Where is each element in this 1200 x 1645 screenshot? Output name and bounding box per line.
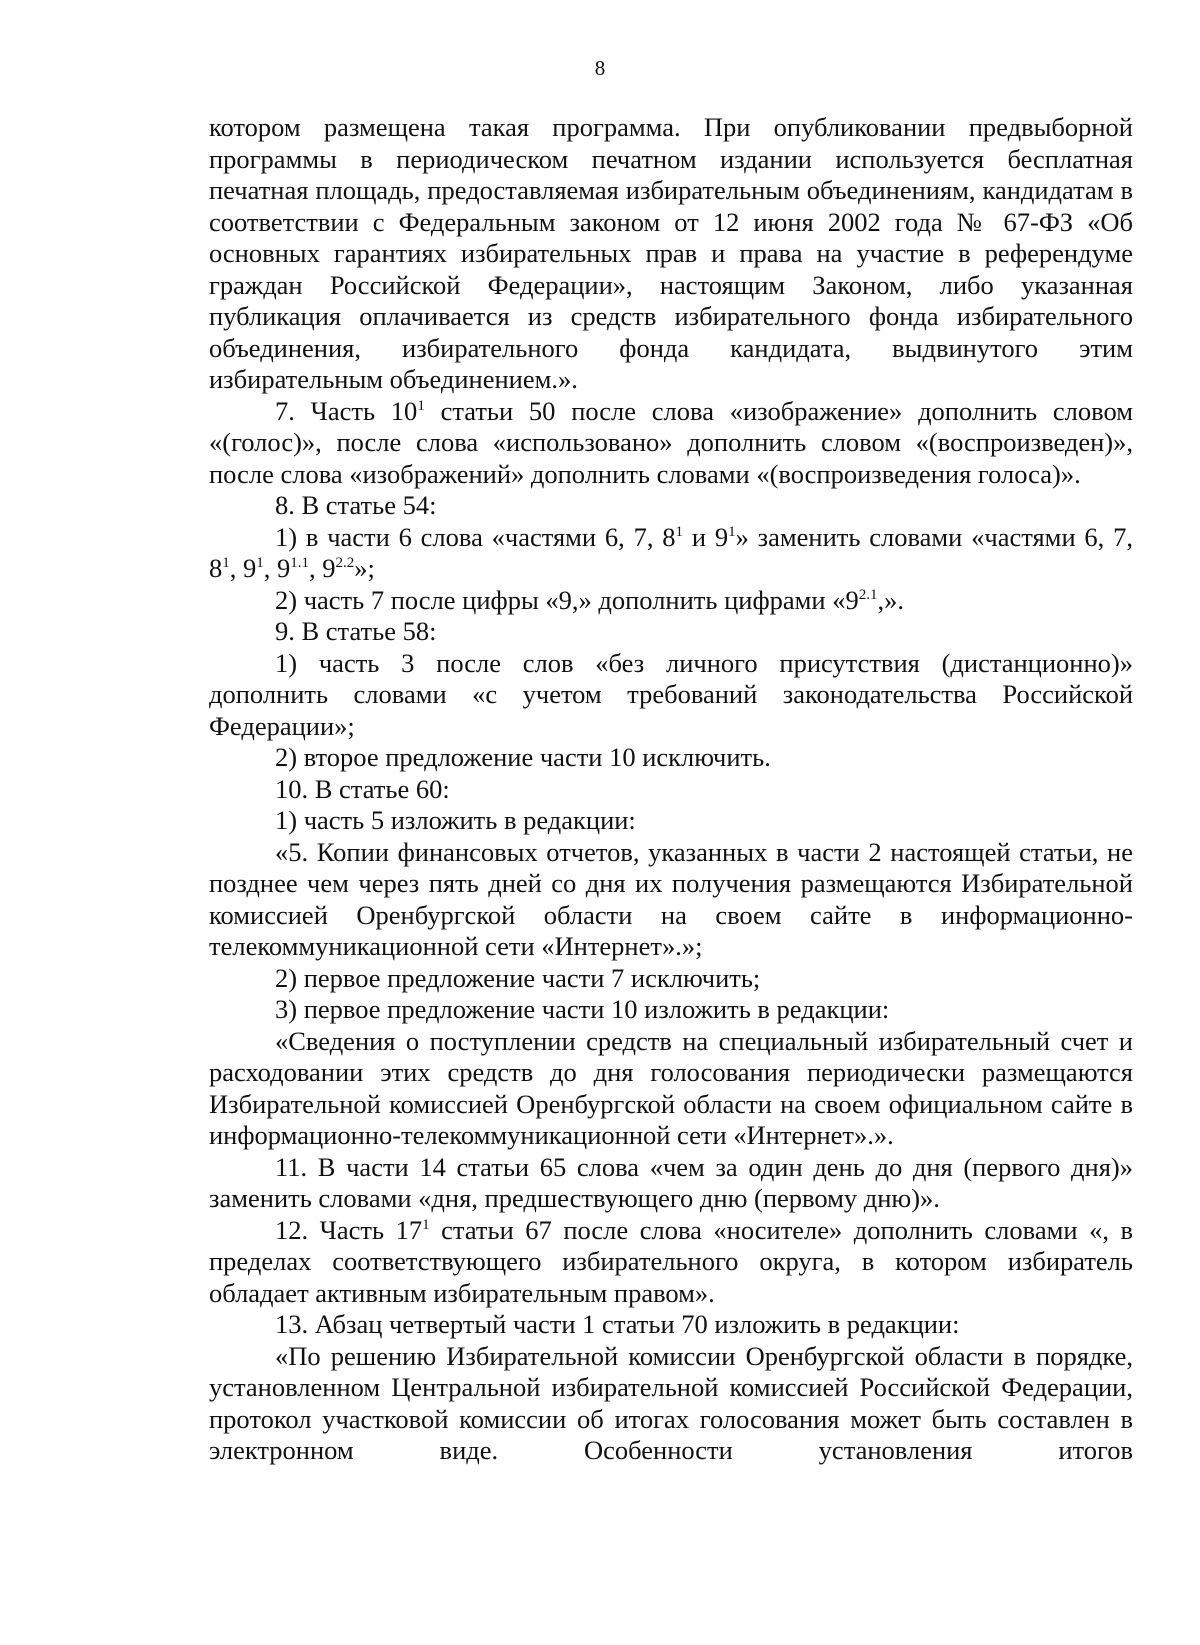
paragraph-item-12	[209, 1215, 1133, 1310]
text-segment: 7. Часть 10	[275, 395, 418, 426]
superscript: 1	[256, 555, 264, 571]
paragraph-item-9-1: 1) часть 3 после слов «без личного присутствия (дистанционно)» дополнить словами «с учетом требований законодательства Российской Федерации»;	[209, 647, 1133, 741]
paragraph-item-9-2: 2) второе предложение части 10 исключить.	[275, 742, 771, 772]
text-segment: и 9	[683, 521, 729, 552]
paragraph-item-9: 9. В статье 58:	[275, 616, 437, 646]
superscript: 1	[222, 555, 230, 571]
superscript: 1	[422, 1216, 430, 1233]
paragraph-program-publication: котором размещена такая программа. При опубликовании предвыборной программы в периодическом печатном издании используется бесплатная печатная площадь, предоставляемая избирательным объединениям, кандидатам в соответствии с Федеральным законом от 12 июня 2002 года № 67-ФЗ «Об основных гарантиях избирательных прав и права на участие в референдуме граждан Российской Федерации», настоящим Законом, либо указанная публикация оплачивается из средств избирательного фонда избирательного объединения, избирательного фонда кандидата, выдвинутого этим избирательным объединением.».	[209, 112, 1133, 394]
text-segment: 2) часть 7 после цифры «9,» дополнить цифрами «9	[275, 584, 859, 615]
paragraph-item-7	[209, 396, 1133, 491]
superscript: 1	[417, 397, 425, 414]
superscript: 1	[675, 523, 684, 540]
superscript: 1	[728, 523, 736, 540]
paragraph-item-8: 8. В статье 54:	[275, 490, 437, 520]
paragraph-item-10-3: 3) первое предложение части 10 изложить в редакции:	[275, 994, 890, 1024]
text-segment: » заменить словами «частями 6, 7, 8	[209, 521, 1133, 583]
text-segment: ,».	[877, 584, 904, 615]
paragraph-item-10-2: 2) первое предложение части 7 исключить;	[275, 962, 761, 993]
superscript: 1.1	[290, 555, 309, 571]
paragraph-item-10-1: 1) часть 5 изложить в редакции:	[275, 805, 636, 835]
paragraph-item-8-2	[209, 585, 1133, 617]
superscript: 2.1	[858, 586, 878, 603]
text-segment: , 9	[229, 553, 257, 583]
paragraph-item-11: 11. В части 14 статьи 65 слова «чем за один день до дня (первого дня)» заменить словами «дня, предшествующего дню (первому дню)».	[209, 1151, 1133, 1213]
superscript: 2.2	[335, 555, 355, 571]
paragraph-item-10: 10. В статье 60:	[275, 773, 450, 804]
document-body	[209, 112, 1133, 1467]
paragraph-item-8-1	[209, 522, 1133, 585]
text-segment: , 9	[263, 553, 291, 583]
paragraph-quote-part-5: «5. Копии финансовых отчетов, указанных в части 2 настоящей статьи, не позднее чем через пять дней со дня их получения размещаются Избирательной комиссией Оренбургской области на своем сайте в информационно-телекоммуникационной сети «Интернет».»;	[209, 836, 1133, 961]
text-segment: 1) в части 6 слова «частями 6, 7, 8	[275, 521, 676, 552]
text-segment: 12. Часть 17	[275, 1214, 423, 1245]
paragraph-quote-funds-info: «Сведения о поступлении средств на специальный избирательный счет и расходовании этих средств до дня голосования периодически размещаются Избирательной комиссией Оренбургской области на своем официальном сайте в информационно-телекоммуникационной сети «Интернет».».	[209, 1025, 1133, 1150]
text-segment: статьи 67 после слова «носителе» дополнить словами «, в пределах соответствующего избирательного округа, в котором избиратель обладает активным избирательным правом».	[209, 1214, 1133, 1308]
page-number: 8	[594, 56, 606, 80]
paragraph-quote-electronic-protocol: «По решению Избирательной комиссии Оренбургской области в порядке, установленном Центральной избирательной комиссией Российской Федерации, протокол участковой комиссии об итогах голосования может быть составлен в электронном виде. Особенности установления итогов	[209, 1340, 1133, 1465]
text-segment: , 9	[309, 553, 336, 583]
text-segment: »;	[354, 553, 375, 583]
text-segment: статьи 50 после слова «изображение» дополнить словом «(голос)», после слова «использовано» дополнить словом «(воспроизведен)», после слова «изображений» дополнить словами «(воспроизведения голоса)».	[209, 395, 1133, 489]
paragraph-item-13: 13. Абзац четвертый части 1 статьи 70 изложить в редакции:	[275, 1309, 960, 1339]
